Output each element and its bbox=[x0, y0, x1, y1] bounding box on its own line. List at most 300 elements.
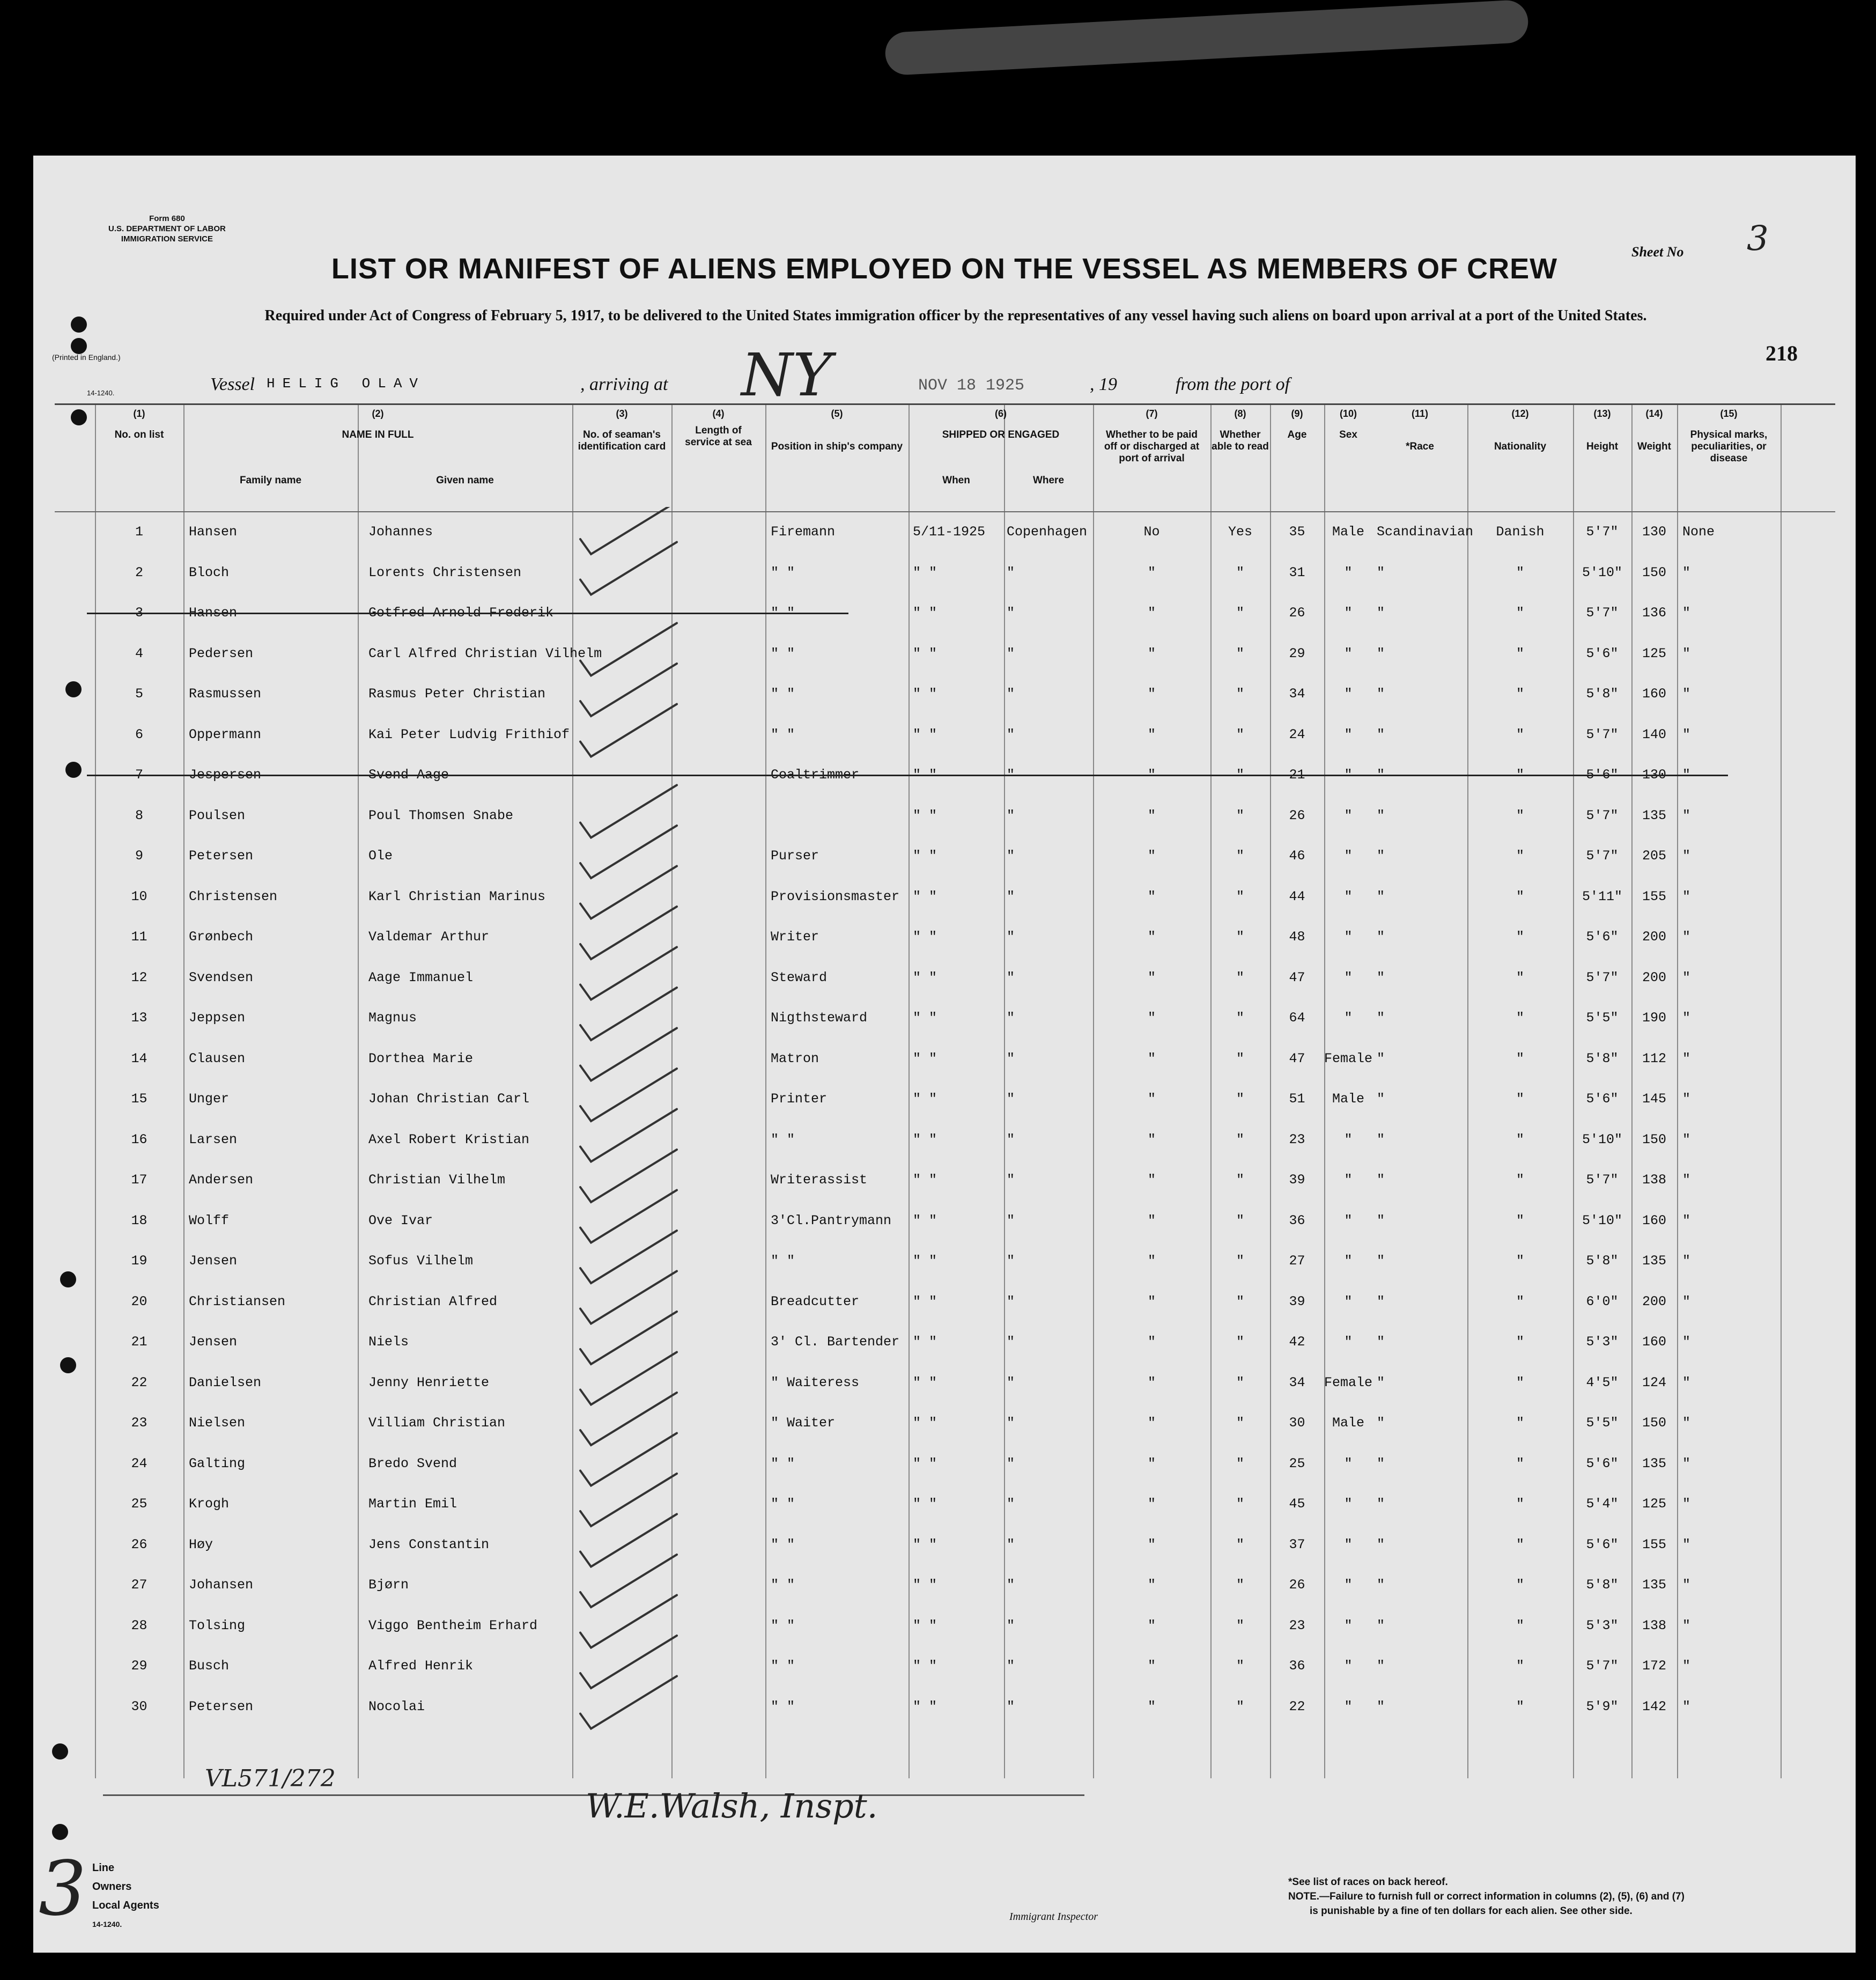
shipped-where-cell: " bbox=[1007, 1212, 1015, 1228]
sex-cell: " bbox=[1344, 1293, 1353, 1309]
weight-cell: 138 bbox=[1642, 1617, 1666, 1633]
able-read-cell: " bbox=[1236, 1091, 1244, 1107]
nationality-cell: " bbox=[1516, 686, 1524, 702]
sex-cell: Male bbox=[1332, 524, 1364, 540]
race-cell: " bbox=[1377, 807, 1385, 823]
family-name-cell: Petersen bbox=[189, 848, 254, 864]
position-cell: Matron bbox=[771, 1050, 819, 1066]
height-cell: 5'7" bbox=[1586, 807, 1619, 823]
height-cell: 5'6" bbox=[1586, 1091, 1619, 1107]
row-number-cell: 14 bbox=[131, 1050, 147, 1066]
able-read-cell: " bbox=[1236, 686, 1244, 702]
weight-cell: 140 bbox=[1642, 726, 1666, 742]
weight-cell: 135 bbox=[1642, 1253, 1666, 1269]
shipped-where-cell: " bbox=[1007, 1536, 1015, 1552]
shipped-where-cell: " bbox=[1007, 1658, 1015, 1674]
shipped-when-cell: " " bbox=[913, 767, 937, 783]
sex-cell: " bbox=[1344, 686, 1353, 702]
checkmark bbox=[580, 664, 677, 716]
weight-cell: 135 bbox=[1642, 1455, 1666, 1471]
shipped-where-cell: " bbox=[1007, 1334, 1015, 1350]
family-name-cell: Grønbech bbox=[189, 929, 254, 945]
position-cell: Coaltrimmer bbox=[771, 767, 860, 783]
family-name-cell: Busch bbox=[189, 1658, 230, 1674]
given-name-cell: Svend Aage bbox=[368, 767, 449, 783]
able-read-cell: " bbox=[1236, 1334, 1244, 1350]
able-read-cell: " bbox=[1236, 1577, 1244, 1593]
age-cell: 45 bbox=[1289, 1496, 1305, 1512]
crew-table bbox=[55, 403, 1835, 1778]
shipped-where-cell: " bbox=[1007, 1415, 1015, 1431]
header-paid-off: (7) Whether to be paid off or discharged at port of arrival bbox=[1104, 408, 1200, 464]
age-cell: 23 bbox=[1289, 1617, 1305, 1633]
sex-cell: Male bbox=[1332, 1091, 1364, 1107]
race-cell: " bbox=[1377, 605, 1385, 621]
row-number-cell: 27 bbox=[131, 1577, 147, 1593]
paid-off-cell: " bbox=[1147, 1415, 1156, 1431]
sex-cell: " bbox=[1344, 1131, 1353, 1147]
height-cell: 5'8" bbox=[1586, 1050, 1619, 1066]
row-number-cell: 1 bbox=[135, 524, 143, 540]
able-read-cell: " bbox=[1236, 1536, 1244, 1552]
footer-agents-label: Local Agents bbox=[92, 1900, 159, 1911]
weight-cell: 155 bbox=[1642, 888, 1666, 904]
row-number-cell: 12 bbox=[131, 969, 147, 985]
age-cell: 23 bbox=[1289, 1131, 1305, 1147]
sex-cell: Female bbox=[1324, 1050, 1373, 1066]
given-name-cell: Valdemar Arthur bbox=[368, 929, 490, 945]
header-nationality: (12) Nationality bbox=[1494, 408, 1547, 452]
shipped-when-cell: " " bbox=[913, 1415, 937, 1431]
nationality-cell: " bbox=[1516, 767, 1524, 783]
page-subtitle: Required under Act of Congress of February 5, 1917, to be delivered to the United States immigration officer by the representatives of any vessel having such aliens on board upon arrival at a port of the United States. bbox=[264, 307, 1647, 324]
weight-cell: 150 bbox=[1642, 564, 1666, 580]
age-cell: 29 bbox=[1289, 645, 1305, 661]
given-name-cell: Johan Christian Carl bbox=[368, 1091, 530, 1107]
family-name-cell: Jensen bbox=[189, 1253, 238, 1269]
sex-cell: " bbox=[1344, 564, 1353, 580]
family-name-cell: Jensen bbox=[189, 1334, 238, 1350]
header-when: When bbox=[942, 475, 970, 486]
height-cell: 5'7" bbox=[1586, 726, 1619, 742]
table-row bbox=[55, 1120, 1835, 1159]
nationality-cell: " bbox=[1516, 1617, 1524, 1633]
family-name-cell: Nielsen bbox=[189, 1415, 246, 1431]
height-cell: 5'6" bbox=[1586, 645, 1619, 661]
sex-cell: Female bbox=[1324, 1374, 1373, 1390]
race-cell: " bbox=[1377, 1212, 1385, 1228]
row-number-cell: 28 bbox=[131, 1617, 147, 1633]
given-name-cell: Karl Christian Marinus bbox=[368, 888, 546, 904]
arrival-date: NOV 18 1925 bbox=[918, 377, 1025, 395]
position-cell: " " bbox=[771, 1577, 795, 1593]
weight-cell: 125 bbox=[1642, 1496, 1666, 1512]
arriving-label: , arriving at bbox=[580, 374, 668, 394]
physical-marks-cell: " bbox=[1682, 1212, 1691, 1228]
paid-off-cell: " bbox=[1147, 1212, 1156, 1228]
nationality-cell: " bbox=[1516, 1374, 1524, 1390]
position-cell: " " bbox=[771, 726, 795, 742]
shipped-where-cell: " bbox=[1007, 1698, 1015, 1714]
paid-off-cell: " bbox=[1147, 1455, 1156, 1471]
sex-cell: " bbox=[1344, 1455, 1353, 1471]
table-row bbox=[55, 512, 1835, 551]
weight-cell: 138 bbox=[1642, 1172, 1666, 1188]
checkmark bbox=[580, 1433, 677, 1486]
age-cell: 36 bbox=[1289, 1658, 1305, 1674]
physical-marks-cell: None bbox=[1682, 524, 1715, 540]
family-name-cell: Clausen bbox=[189, 1050, 246, 1066]
position-cell: Firemann bbox=[771, 524, 836, 540]
sex-cell: " bbox=[1344, 1658, 1353, 1674]
checkmark-column bbox=[570, 507, 693, 1751]
binder-hole bbox=[52, 1824, 68, 1840]
header-no-on-list: (1) No. on list bbox=[114, 408, 164, 440]
shipped-where-cell: " bbox=[1007, 1253, 1015, 1269]
family-name-cell: Krogh bbox=[189, 1496, 230, 1512]
sex-cell: " bbox=[1344, 767, 1353, 783]
from-port-label: from the port of bbox=[1176, 374, 1290, 394]
able-read-cell: " bbox=[1236, 888, 1244, 904]
able-read-cell: " bbox=[1236, 807, 1244, 823]
age-cell: 22 bbox=[1289, 1698, 1305, 1714]
table-row bbox=[55, 917, 1835, 956]
position-cell: Printer bbox=[771, 1091, 828, 1107]
paid-off-cell: " bbox=[1147, 1010, 1156, 1026]
shipped-where-cell: " bbox=[1007, 888, 1015, 904]
table-row bbox=[55, 1687, 1835, 1726]
position-cell: " " bbox=[771, 605, 795, 621]
able-read-cell: " bbox=[1236, 605, 1244, 621]
shipped-when-cell: " " bbox=[913, 929, 937, 945]
nationality-cell: " bbox=[1516, 1050, 1524, 1066]
shipped-when-cell: " " bbox=[913, 1253, 937, 1269]
race-cell: " bbox=[1377, 848, 1385, 864]
position-cell: " " bbox=[771, 686, 795, 702]
height-cell: 5'10" bbox=[1582, 564, 1622, 580]
physical-marks-cell: " bbox=[1682, 1010, 1691, 1026]
header-position: (5) Position in ship's company bbox=[771, 408, 903, 452]
position-cell: Steward bbox=[771, 969, 828, 985]
given-name-cell: Christian Vilhelm bbox=[368, 1172, 506, 1188]
nationality-cell: " bbox=[1516, 1658, 1524, 1674]
checkmark bbox=[580, 1150, 677, 1202]
checkmark bbox=[580, 866, 677, 919]
given-name-cell: Villiam Christian bbox=[368, 1415, 506, 1431]
table-row bbox=[55, 1039, 1835, 1078]
paid-off-cell: " bbox=[1147, 1617, 1156, 1633]
sex-cell: " bbox=[1344, 848, 1353, 864]
shipped-when-cell: 5/11-1925 bbox=[913, 524, 986, 540]
row-number-cell: 10 bbox=[131, 888, 147, 904]
weight-cell: 130 bbox=[1642, 524, 1666, 540]
race-cell: Scandinavian bbox=[1377, 524, 1474, 540]
age-cell: 47 bbox=[1289, 1050, 1305, 1066]
race-cell: " bbox=[1377, 1131, 1385, 1147]
height-cell: 5'6" bbox=[1586, 929, 1619, 945]
shipped-when-cell: " " bbox=[913, 605, 937, 621]
race-cell: " bbox=[1377, 1374, 1385, 1390]
given-name-cell: Lorents Christensen bbox=[368, 564, 522, 580]
nationality-cell: " bbox=[1516, 929, 1524, 945]
position-cell: " " bbox=[771, 1658, 795, 1674]
nationality-cell: " bbox=[1516, 1698, 1524, 1714]
arriving-port: NY bbox=[741, 341, 832, 409]
paid-off-cell: " bbox=[1147, 1577, 1156, 1593]
weight-cell: 135 bbox=[1642, 807, 1666, 823]
shipped-when-cell: " " bbox=[913, 1374, 937, 1390]
height-cell: 5'10" bbox=[1582, 1131, 1622, 1147]
footer-owners-label: Owners bbox=[92, 1881, 132, 1893]
race-cell: " bbox=[1377, 767, 1385, 783]
height-cell: 5'4" bbox=[1586, 1496, 1619, 1512]
shipped-when-cell: " " bbox=[913, 1334, 937, 1350]
family-name-cell: Høy bbox=[189, 1536, 213, 1552]
shipped-when-cell: " " bbox=[913, 1455, 937, 1471]
age-cell: 31 bbox=[1289, 564, 1305, 580]
weight-cell: 190 bbox=[1642, 1010, 1666, 1026]
family-name-cell: Johansen bbox=[189, 1577, 254, 1593]
race-cell: " bbox=[1377, 888, 1385, 904]
shipped-where-cell: " bbox=[1007, 1091, 1015, 1107]
physical-marks-cell: " bbox=[1682, 1050, 1691, 1066]
able-read-cell: " bbox=[1236, 969, 1244, 985]
family-name-cell: Galting bbox=[189, 1455, 246, 1471]
table-row bbox=[55, 998, 1835, 1037]
checkmark bbox=[580, 1109, 677, 1162]
sex-cell: " bbox=[1344, 969, 1353, 985]
checkmark bbox=[580, 1028, 677, 1081]
footer-line-label: Line bbox=[92, 1862, 115, 1874]
checkmark bbox=[580, 1190, 677, 1243]
able-read-cell: " bbox=[1236, 1253, 1244, 1269]
position-cell: Nigthsteward bbox=[771, 1010, 868, 1026]
row-number-cell: 5 bbox=[135, 686, 143, 702]
nationality-cell: " bbox=[1516, 1334, 1524, 1350]
shipped-when-cell: " " bbox=[913, 1131, 937, 1147]
vessel-name: HELIG OLAV bbox=[267, 376, 426, 392]
able-read-cell: " bbox=[1236, 1374, 1244, 1390]
paid-off-cell: " bbox=[1147, 969, 1156, 985]
row-number-cell: 24 bbox=[131, 1455, 147, 1471]
checkmark bbox=[580, 1352, 677, 1405]
table-row bbox=[55, 1241, 1835, 1280]
given-name-cell: Poul Thomsen Snabe bbox=[368, 807, 514, 823]
nationality-cell: " bbox=[1516, 605, 1524, 621]
paid-off-cell: " bbox=[1147, 605, 1156, 621]
table-row bbox=[55, 1403, 1835, 1442]
family-name-cell: Rasmussen bbox=[189, 686, 262, 702]
row-number-cell: 3 bbox=[135, 605, 143, 621]
row-number-cell: 30 bbox=[131, 1698, 147, 1714]
physical-marks-cell: " bbox=[1682, 848, 1691, 864]
binder-hole bbox=[71, 338, 87, 354]
nationality-cell: " bbox=[1516, 1536, 1524, 1552]
shipped-where-cell: " bbox=[1007, 807, 1015, 823]
height-cell: 5'7" bbox=[1586, 1658, 1619, 1674]
shipped-when-cell: " " bbox=[913, 1577, 937, 1593]
paid-off-cell: No bbox=[1143, 524, 1160, 540]
given-name-cell: Kai Peter Ludvig Frithiof bbox=[368, 726, 570, 742]
physical-marks-cell: " bbox=[1682, 807, 1691, 823]
weight-cell: 135 bbox=[1642, 1577, 1666, 1593]
height-cell: 5'7" bbox=[1586, 605, 1619, 621]
physical-marks-cell: " bbox=[1682, 564, 1691, 580]
shipped-where-cell: " bbox=[1007, 1374, 1015, 1390]
reference-number: VL571/272 bbox=[205, 1765, 336, 1792]
vessel-label: Vessel bbox=[210, 374, 255, 394]
table-row bbox=[55, 877, 1835, 916]
row-number-cell: 4 bbox=[135, 645, 143, 661]
family-name-cell: Hansen bbox=[189, 605, 238, 621]
checkmark bbox=[580, 507, 677, 554]
able-read-cell: " bbox=[1236, 1131, 1244, 1147]
nationality-cell: Danish bbox=[1496, 524, 1545, 540]
sex-cell: " bbox=[1344, 1212, 1353, 1228]
weight-cell: 124 bbox=[1642, 1374, 1666, 1390]
physical-marks-cell: " bbox=[1682, 1131, 1691, 1147]
table-row bbox=[55, 715, 1835, 754]
weight-cell: 142 bbox=[1642, 1698, 1666, 1714]
paid-off-cell: " bbox=[1147, 1374, 1156, 1390]
shipped-where-cell: " bbox=[1007, 1131, 1015, 1147]
shipped-when-cell: " " bbox=[913, 969, 937, 985]
row-number-cell: 11 bbox=[131, 929, 147, 945]
nationality-cell: " bbox=[1516, 1455, 1524, 1471]
given-name-cell: Gotfred Arnold Frederik bbox=[368, 605, 554, 621]
row-number-cell: 17 bbox=[131, 1172, 147, 1188]
race-cell: " bbox=[1377, 645, 1385, 661]
given-name-cell: Niels bbox=[368, 1334, 409, 1350]
weight-cell: 130 bbox=[1642, 767, 1666, 783]
height-cell: 4'5" bbox=[1586, 1374, 1619, 1390]
family-name-cell: Danielsen bbox=[189, 1374, 262, 1390]
checkmark bbox=[580, 1231, 677, 1283]
nationality-cell: " bbox=[1516, 1172, 1524, 1188]
shipped-when-cell: " " bbox=[913, 1050, 937, 1066]
form-code: 14-1240. bbox=[87, 389, 115, 397]
position-cell: Provisionsmaster bbox=[771, 888, 900, 904]
physical-marks-cell: " bbox=[1682, 929, 1691, 945]
paid-off-cell: " bbox=[1147, 1334, 1156, 1350]
row-number-cell: 25 bbox=[131, 1496, 147, 1512]
header-age: (9) Age bbox=[1287, 408, 1307, 440]
given-name-cell: Aage Immanuel bbox=[368, 969, 474, 985]
position-cell: " " bbox=[771, 1496, 795, 1512]
family-name-cell: Christiansen bbox=[189, 1293, 286, 1309]
height-cell: 5'11" bbox=[1582, 888, 1622, 904]
shipped-when-cell: " " bbox=[913, 1091, 937, 1107]
sex-cell: " bbox=[1344, 807, 1353, 823]
shipped-when-cell: " " bbox=[913, 848, 937, 864]
shipped-when-cell: " " bbox=[913, 807, 937, 823]
given-name-cell: Viggo Bentheim Erhard bbox=[368, 1617, 538, 1633]
shipped-where-cell: " bbox=[1007, 1617, 1015, 1633]
physical-marks-cell: " bbox=[1682, 726, 1691, 742]
able-read-cell: " bbox=[1236, 1293, 1244, 1309]
family-name-cell: Jeppsen bbox=[189, 1010, 246, 1026]
table-row bbox=[55, 1484, 1835, 1523]
height-cell: 5'7" bbox=[1586, 524, 1619, 540]
able-read-cell: " bbox=[1236, 848, 1244, 864]
sex-cell: Male bbox=[1332, 1415, 1364, 1431]
height-cell: 5'5" bbox=[1586, 1415, 1619, 1431]
position-cell: " " bbox=[771, 1536, 795, 1552]
weight-cell: 150 bbox=[1642, 1131, 1666, 1147]
family-name-cell: Svendsen bbox=[189, 969, 254, 985]
sex-cell: " bbox=[1344, 605, 1353, 621]
physical-marks-cell: " bbox=[1682, 1091, 1691, 1107]
given-name-cell: Jenny Henriette bbox=[368, 1374, 490, 1390]
age-cell: 37 bbox=[1289, 1536, 1305, 1552]
age-cell: 25 bbox=[1289, 1455, 1305, 1471]
position-cell: Writer bbox=[771, 929, 819, 945]
height-cell: 5'8" bbox=[1586, 1577, 1619, 1593]
physical-marks-cell: " bbox=[1682, 1698, 1691, 1714]
footer-form-code: 14-1240. bbox=[92, 1920, 122, 1929]
race-cell: " bbox=[1377, 1698, 1385, 1714]
race-cell: " bbox=[1377, 969, 1385, 985]
physical-marks-cell: " bbox=[1682, 1253, 1691, 1269]
checkmark bbox=[580, 1069, 677, 1121]
age-cell: 48 bbox=[1289, 929, 1305, 945]
position-cell: " " bbox=[771, 1253, 795, 1269]
sheet-label: Sheet No bbox=[1631, 244, 1684, 260]
height-cell: 5'10" bbox=[1582, 1212, 1622, 1228]
shipped-when-cell: " " bbox=[913, 1212, 937, 1228]
shipped-when-cell: " " bbox=[913, 1293, 937, 1309]
shipped-where-cell: " bbox=[1007, 686, 1015, 702]
shipped-where-cell: " bbox=[1007, 1050, 1015, 1066]
paid-off-cell: " bbox=[1147, 686, 1156, 702]
able-read-cell: " bbox=[1236, 1658, 1244, 1674]
paid-off-cell: " bbox=[1147, 726, 1156, 742]
row-number-cell: 23 bbox=[131, 1415, 147, 1431]
nationality-cell: " bbox=[1516, 1091, 1524, 1107]
family-name-cell: Hansen bbox=[189, 524, 238, 540]
physical-marks-cell: " bbox=[1682, 605, 1691, 621]
weight-cell: 200 bbox=[1642, 1293, 1666, 1309]
able-read-cell: " bbox=[1236, 1212, 1244, 1228]
shipped-when-cell: " " bbox=[913, 1010, 937, 1026]
sex-cell: " bbox=[1344, 1698, 1353, 1714]
nationality-cell: " bbox=[1516, 1577, 1524, 1593]
height-cell: 5'6" bbox=[1586, 1455, 1619, 1471]
header-able-read: (8) Whether able to read bbox=[1212, 408, 1269, 452]
paid-off-cell: " bbox=[1147, 1253, 1156, 1269]
inspector-signature: W.E.Walsh, Inspt. bbox=[586, 1786, 878, 1826]
nationality-cell: " bbox=[1516, 564, 1524, 580]
nationality-cell: " bbox=[1516, 969, 1524, 985]
shipped-where-cell: " bbox=[1007, 1172, 1015, 1188]
weight-cell: 136 bbox=[1642, 605, 1666, 621]
physical-marks-cell: " bbox=[1682, 888, 1691, 904]
able-read-cell: " bbox=[1236, 1698, 1244, 1714]
table-row bbox=[55, 634, 1835, 673]
header-race: (11) *Race bbox=[1406, 408, 1434, 452]
sex-cell: " bbox=[1344, 1253, 1353, 1269]
row-number-cell: 20 bbox=[131, 1293, 147, 1309]
height-cell: 5'7" bbox=[1586, 969, 1619, 985]
able-read-cell: " bbox=[1236, 767, 1244, 783]
given-name-cell: Ole bbox=[368, 848, 393, 864]
age-cell: 51 bbox=[1289, 1091, 1305, 1107]
able-read-cell: " bbox=[1236, 929, 1244, 945]
race-cell: " bbox=[1377, 1455, 1385, 1471]
age-cell: 42 bbox=[1289, 1334, 1305, 1350]
paid-off-cell: " bbox=[1147, 848, 1156, 864]
immigrant-inspector-label: Immigrant Inspector bbox=[1009, 1911, 1098, 1923]
